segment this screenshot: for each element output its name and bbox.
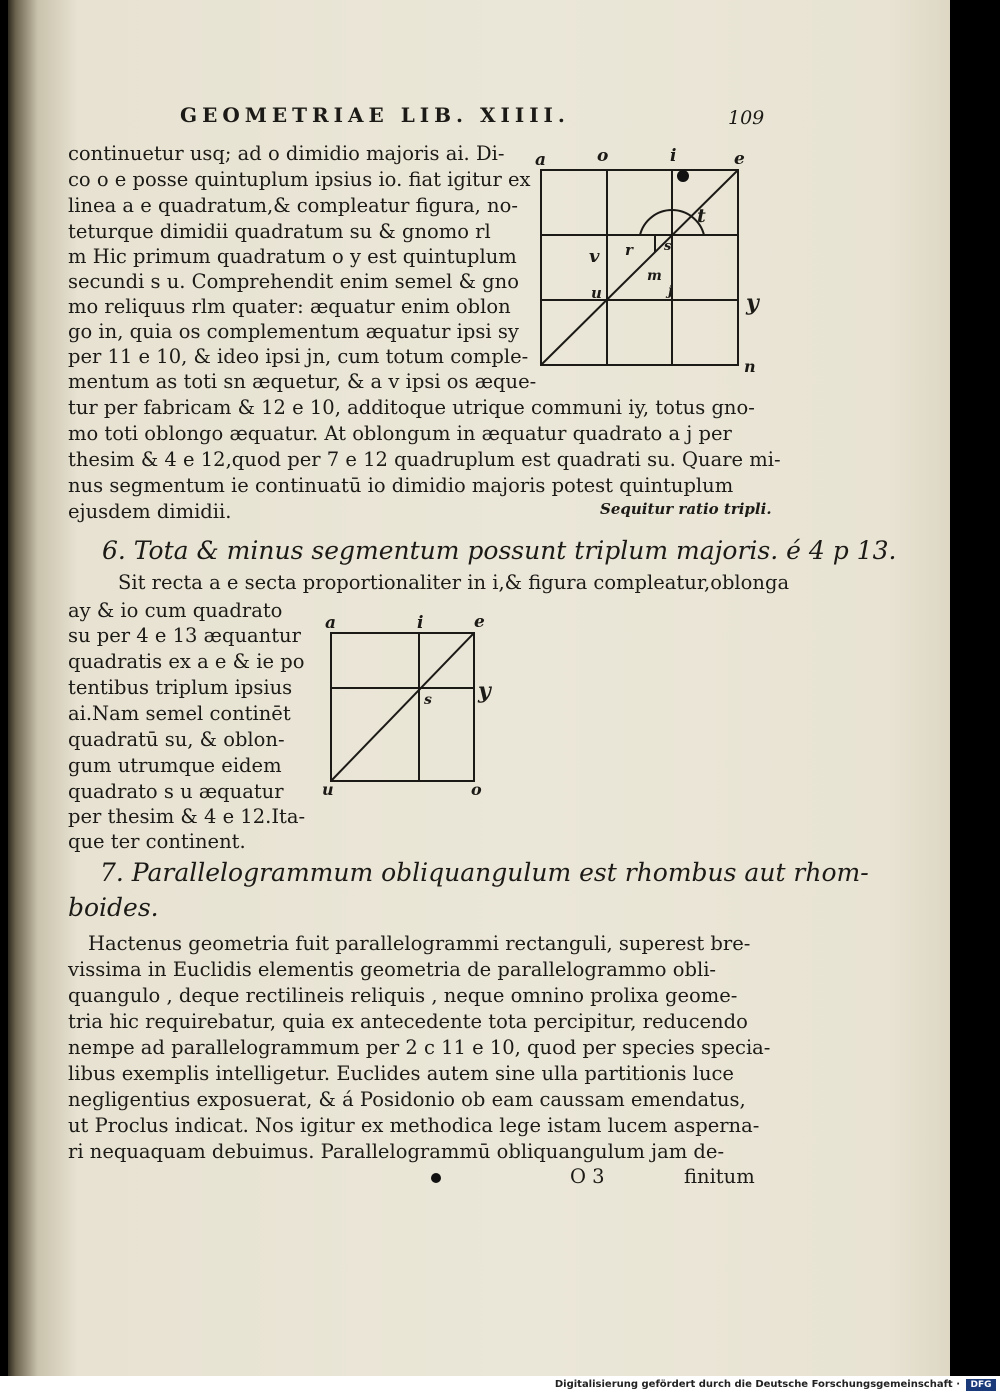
proposition-heading-7-cont: boides.: [68, 893, 159, 922]
label-v: v: [589, 246, 600, 267]
text-line: tria hic requirebatur, quia ex antecedente tota percipitur, reducendo: [68, 1010, 748, 1033]
text-line: quadratū su, & oblon-: [68, 728, 285, 751]
label-s: s: [664, 239, 672, 254]
proposition-heading-6: 6. Tota & minus segmentum possunt triplum majoris. é 4 p 13.: [102, 536, 897, 565]
label-n: n: [744, 357, 756, 376]
text-line: Sit recta a e secta proportionaliter in i,& figura compleatur,oblonga: [118, 571, 790, 594]
text-line: libus exemplis intelligetur. Euclides autem sine ulla partitionis luce: [68, 1062, 734, 1085]
text-line: Hactenus geometria fuit parallelogrammi rectanguli, superest bre-: [88, 932, 751, 955]
footer-credit: Digitalisierung gefördert durch die Deutsche Forschungsgemeinschaft ·: [554, 1379, 960, 1390]
text-line: continuetur usq; ad o dimidio majoris ai. Di-: [68, 142, 505, 165]
label-j: j: [668, 283, 674, 299]
label-i: i: [670, 146, 677, 166]
label-i: i: [417, 613, 424, 633]
text-line: tentibus triplum ipsius: [68, 676, 293, 699]
label-u: u: [322, 780, 334, 799]
text-line: quadratis ex a e & ie po: [68, 650, 305, 673]
text-line: ri nequaquam debuimus. Parallelogrammū obliquangulum jam de-: [68, 1140, 725, 1163]
text-line: quadrato s u æquatur: [68, 780, 284, 803]
text-line: go in, quia os complementum æquatur ipsi sy: [68, 320, 519, 343]
text-line: negligentius exposuerat, & á Posidonio ob eam caussam emendatus,: [68, 1088, 746, 1111]
text-line: ejusdem dimidii.: [68, 500, 232, 523]
label-a: a: [325, 613, 337, 633]
text-line: m Hic primum quadratum o y est quintuplum: [68, 245, 517, 268]
label-o: o: [597, 146, 609, 166]
label-y: y: [746, 290, 759, 316]
label-u: u: [591, 284, 602, 302]
text-line: nus segmentum ie continuatū io dimidio majoris potest quintuplum: [68, 474, 734, 497]
page-number: 109: [728, 107, 765, 129]
label-s: s: [424, 692, 432, 708]
signature-mark: O 3: [570, 1165, 605, 1188]
text-line: mo reliquus rlm quater: æquatur enim oblon: [68, 295, 511, 318]
text-line: teturque dimidii quadratum su & gnomo rl: [68, 220, 491, 243]
text-line: mo toti oblongo æquatur. At oblongum in æquatur quadrato a j per: [68, 422, 732, 445]
label-y: y: [478, 678, 491, 704]
text-line: ut Proclus indicat. Nos igitur ex methodica lege istam lucem asperna-: [68, 1114, 760, 1137]
text-line: co o e posse quintuplum ipsius io. fiat igitur ex: [68, 168, 531, 191]
dfg-logo: DFG: [966, 1379, 996, 1391]
text-line: nempe ad parallelogrammum per 2 c 11 e 10, quod per species specia-: [68, 1036, 771, 1059]
label-e: e: [474, 612, 485, 632]
label-r: r: [625, 241, 633, 259]
text-line: ai.Nam semel continēt: [68, 702, 291, 725]
proposition-heading-7: 7. Parallelogrammum obliquangulum est rhombus aut rhom-: [100, 858, 869, 887]
text-line: que ter continent.: [68, 830, 246, 853]
text-line: mentum as toti sn æquetur, & a v ipsi os æque-: [68, 370, 537, 393]
text-line: linea a e quadratum,& compleatur figura, no-: [68, 194, 518, 217]
label-m: m: [647, 268, 662, 284]
text-line: quangulo , deque rectilineis reliquis , neque omnino prolixa geome-: [68, 984, 738, 1007]
running-head: GEOMETRIAE LIB. XIIII.: [180, 103, 570, 127]
text-line: su per 4 e 13 æquantur: [68, 624, 301, 647]
margin-note: Sequitur ratio tripli.: [600, 500, 772, 518]
catchword: finitum: [684, 1165, 755, 1188]
text-line: gum utrumque eidem: [68, 754, 282, 777]
text-line: per thesim & 4 e 12.Ita-: [68, 805, 306, 828]
text-line: ay & io cum quadrato: [68, 599, 283, 622]
label-a: a: [535, 150, 547, 170]
text-line: thesim & 4 e 12,quod per 7 e 12 quadruplum est quadrati su. Quare mi-: [68, 448, 781, 471]
label-e: e: [734, 149, 745, 169]
text-line: vissima in Euclidis elementis geometria de parallelogrammo obli-: [68, 958, 717, 981]
text-line: secundi s u. Comprehendit enim semel & gno: [68, 270, 519, 293]
text-line: tur per fabricam & 12 e 10, additoque utrique communi iy, totus gno-: [68, 396, 755, 419]
label-o: o: [471, 780, 482, 799]
label-t: t: [697, 205, 706, 227]
text-line: per 11 e 10, & ideo ipsi jn, cum totum comple-: [68, 345, 529, 368]
